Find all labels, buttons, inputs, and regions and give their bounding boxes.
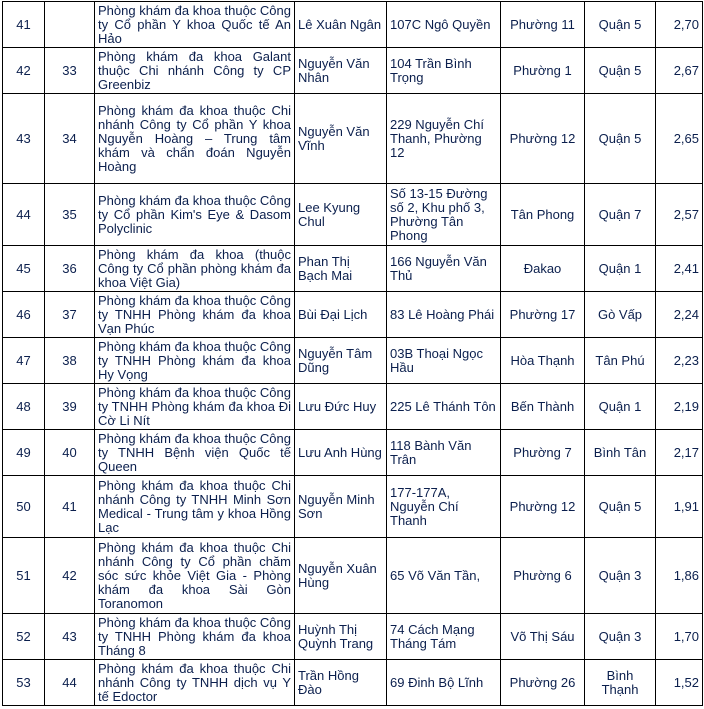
district-cell: Quận 5 (585, 476, 656, 538)
clinic-name-cell: Phòng khám đa khoa thuộc Công ty TNHH Phòng khám đa khoa Hy Vọng (95, 338, 295, 384)
row-subnumber-cell: 35 (45, 184, 95, 246)
director-name-cell: Lưu Đức Huy (295, 384, 387, 430)
table-row (3, 184, 703, 246)
table-row (3, 660, 703, 706)
address-cell: 225 Lê Thánh Tôn (387, 384, 501, 430)
ward-cell: Phường 12 (501, 94, 585, 184)
score-cell: 2,24 (656, 292, 703, 338)
row-subnumber-cell: 33 (45, 48, 95, 94)
row-subnumber-cell: 42 (45, 538, 95, 614)
district-cell: Bình Tân (585, 430, 656, 476)
clinic-name-cell: Phòng khám đa khoa Galant thuộc Chi nhánh Công ty CP Greenbiz (95, 48, 295, 94)
score-cell: 2,57 (656, 184, 703, 246)
row-number-cell: 53 (3, 660, 45, 706)
row-number-cell: 44 (3, 184, 45, 246)
ward-cell: Phường 17 (501, 292, 585, 338)
director-name-cell: Nguyễn Minh Sơn (295, 476, 387, 538)
table-row (3, 292, 703, 338)
clinic-name-cell: Phòng khám đa khoa thuộc Chi nhánh Công ty Cổ phần Y khoa Nguyễn Hoàng – Trung tâm khám và chẩn đoán Nguyễn Hoàng (95, 94, 295, 184)
clinic-name-cell: Phòng khám đa khoa thuộc Công ty TNHH Phòng khám đa khoa Đi Cờ Li Nít (95, 384, 295, 430)
ward-cell: Phường 12 (501, 476, 585, 538)
director-name-cell: Phan Thị Bạch Mai (295, 246, 387, 292)
row-number-cell: 42 (3, 48, 45, 94)
table-body (3, 2, 703, 706)
ward-cell: Phường 11 (501, 2, 585, 48)
address-cell: Số 13-15 Đường số 2, Khu phố 3, Phường Tân Phong (387, 184, 501, 246)
row-number-cell: 45 (3, 246, 45, 292)
score-cell: 2,41 (656, 246, 703, 292)
district-cell: Quận 5 (585, 94, 656, 184)
clinic-name-cell: Phòng khám đa khoa thuộc Công ty Cổ phần Kim's Eye & Dasom Polyclinic (95, 184, 295, 246)
director-name-cell: Trần Hồng Đào (295, 660, 387, 706)
row-number-cell: 43 (3, 94, 45, 184)
director-name-cell: Lee Kyung Chul (295, 184, 387, 246)
address-cell: 107C Ngô Quyền (387, 2, 501, 48)
district-cell: Bình Thạnh (585, 660, 656, 706)
clinic-name-cell: Phòng khám đa khoa thuộc Công ty TNHH Bệnh viện Quốc tế Queen (95, 430, 295, 476)
address-cell: 74 Cách Mạng Tháng Tám (387, 614, 501, 660)
district-cell: Quận 5 (585, 2, 656, 48)
clinic-name-cell: Phòng khám đa khoa thuộc Chi nhánh Công ty TNHH dịch vụ Y tế Edoctor (95, 660, 295, 706)
address-cell: 65 Võ Văn Tần, (387, 538, 501, 614)
table-row (3, 338, 703, 384)
row-number-cell: 50 (3, 476, 45, 538)
ward-cell: Phường 6 (501, 538, 585, 614)
table-row (3, 384, 703, 430)
table-row (3, 538, 703, 614)
score-cell: 2,23 (656, 338, 703, 384)
ward-cell: Phường 26 (501, 660, 585, 706)
row-subnumber-cell: 36 (45, 246, 95, 292)
director-name-cell: Nguyễn Xuân Hùng (295, 538, 387, 614)
table-row (3, 614, 703, 660)
ward-cell: Võ Thị Sáu (501, 614, 585, 660)
director-name-cell: Lê Xuân Ngân (295, 2, 387, 48)
row-subnumber-cell: 39 (45, 384, 95, 430)
address-cell: 166 Nguyễn Văn Thủ (387, 246, 501, 292)
row-number-cell: 47 (3, 338, 45, 384)
row-subnumber-cell (45, 2, 95, 48)
director-name-cell: Bùi Đại Lịch (295, 292, 387, 338)
address-cell: 104 Trần Bình Trọng (387, 48, 501, 94)
clinic-name-cell: Phòng khám đa khoa thuộc Chi nhánh Công ty Cổ phần chăm sóc sức khỏe Việt Gia - Phòng khám đa khoa Sài Gòn Toranomon (95, 538, 295, 614)
district-cell: Quận 7 (585, 184, 656, 246)
table-row (3, 430, 703, 476)
row-subnumber-cell: 44 (45, 660, 95, 706)
score-cell: 1,52 (656, 660, 703, 706)
director-name-cell: Nguyễn Văn Nhân (295, 48, 387, 94)
score-cell: 2,17 (656, 430, 703, 476)
row-subnumber-cell: 38 (45, 338, 95, 384)
director-name-cell: Lưu Anh Hùng (295, 430, 387, 476)
district-cell: Quận 1 (585, 384, 656, 430)
clinic-table (2, 1, 703, 706)
district-cell: Quận 1 (585, 246, 656, 292)
ward-cell: Phường 1 (501, 48, 585, 94)
ward-cell: Tân Phong (501, 184, 585, 246)
row-number-cell: 46 (3, 292, 45, 338)
row-subnumber-cell: 41 (45, 476, 95, 538)
score-cell: 2,19 (656, 384, 703, 430)
score-cell: 2,67 (656, 48, 703, 94)
district-cell: Quận 3 (585, 538, 656, 614)
table-row (3, 2, 703, 48)
ward-cell: Bến Thành (501, 384, 585, 430)
address-cell: 03B Thoại Ngọc Hầu (387, 338, 501, 384)
table-row (3, 94, 703, 184)
row-subnumber-cell: 43 (45, 614, 95, 660)
address-cell: 83 Lê Hoàng Phái (387, 292, 501, 338)
score-cell: 2,65 (656, 94, 703, 184)
table-row (3, 476, 703, 538)
clinic-name-cell: Phòng khám đa khoa (thuộc Công ty Cổ phần phòng khám đa khoa Việt Gia) (95, 246, 295, 292)
row-subnumber-cell: 37 (45, 292, 95, 338)
district-cell: Quận 5 (585, 48, 656, 94)
director-name-cell: Nguyễn Tâm Dũng (295, 338, 387, 384)
row-number-cell: 48 (3, 384, 45, 430)
score-cell: 1,86 (656, 538, 703, 614)
clinic-name-cell: Phòng khám đa khoa thuộc Công ty TNHH Phòng khám đa khoa Tháng 8 (95, 614, 295, 660)
clinic-name-cell: Phòng khám đa khoa thuộc Chi nhánh Công ty TNHH Minh Sơn Medical - Trung tâm y khoa Hồng Lạc (95, 476, 295, 538)
score-cell: 1,70 (656, 614, 703, 660)
address-cell: 177-177A, Nguyễn Chí Thanh (387, 476, 501, 538)
director-name-cell: Nguyễn Văn Vĩnh (295, 94, 387, 184)
address-cell: 118 Bành Văn Trân (387, 430, 501, 476)
row-number-cell: 49 (3, 430, 45, 476)
ward-cell: Đakao (501, 246, 585, 292)
table-row (3, 246, 703, 292)
director-name-cell: Huỳnh Thị Quỳnh Trang (295, 614, 387, 660)
row-subnumber-cell: 34 (45, 94, 95, 184)
ward-cell: Hòa Thạnh (501, 338, 585, 384)
district-cell: Gò Vấp (585, 292, 656, 338)
row-subnumber-cell: 40 (45, 430, 95, 476)
row-number-cell: 52 (3, 614, 45, 660)
ward-cell: Phường 7 (501, 430, 585, 476)
district-cell: Tân Phú (585, 338, 656, 384)
score-cell: 2,70 (656, 2, 703, 48)
district-cell: Quận 3 (585, 614, 656, 660)
table-row (3, 48, 703, 94)
row-number-cell: 41 (3, 2, 45, 48)
row-number-cell: 51 (3, 538, 45, 614)
score-cell: 1,91 (656, 476, 703, 538)
address-cell: 69 Đinh Bộ Lĩnh (387, 660, 501, 706)
clinic-name-cell: Phòng khám đa khoa thuộc Công ty TNHH Phòng khám đa khoa Vạn Phúc (95, 292, 295, 338)
clinic-name-cell: Phòng khám đa khoa thuộc Công ty Cổ phần Y khoa Quốc tế An Hảo (95, 2, 295, 48)
address-cell: 229 Nguyễn Chí Thanh, Phường 12 (387, 94, 501, 184)
